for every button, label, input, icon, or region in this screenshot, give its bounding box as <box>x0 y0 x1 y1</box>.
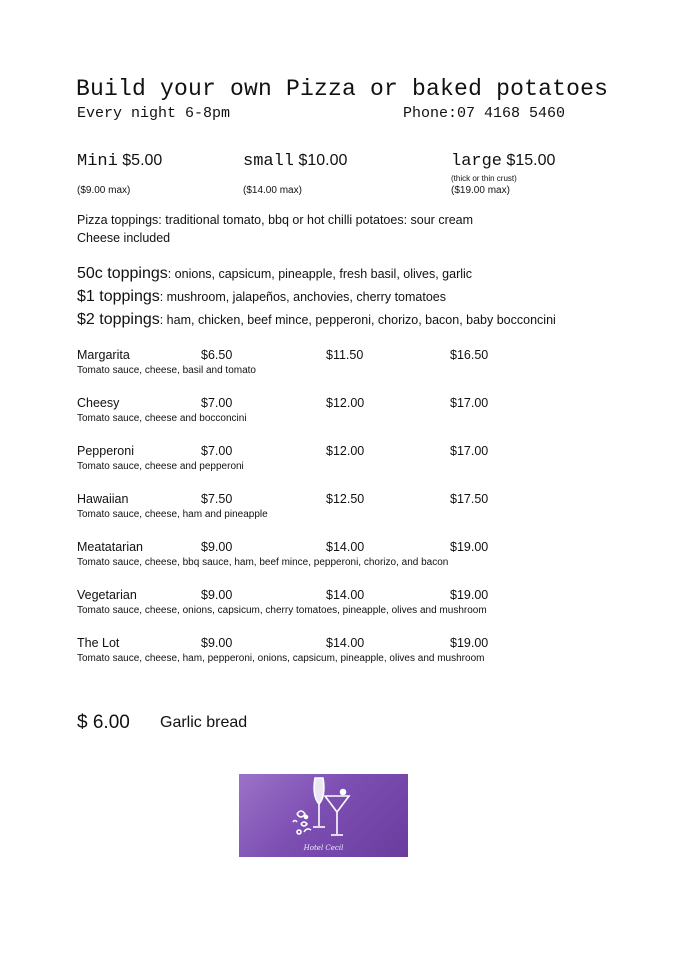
size-small <box>243 152 347 171</box>
menu-item-name: Meatatarian <box>77 540 144 554</box>
topping-tier-label: 50c toppings <box>77 265 168 282</box>
menu-item-name: Cheesy <box>77 396 120 410</box>
hotel-logo <box>239 774 408 857</box>
topping-line <box>77 265 472 283</box>
menu-item-name: Hawaiian <box>77 492 129 506</box>
menu-item-price-large: $19.00 <box>450 588 489 602</box>
menu-item-price-small: $14.00 <box>326 540 365 554</box>
size-large-name: large <box>451 152 503 171</box>
menu-item-price-mini: $7.00 <box>201 444 233 458</box>
size-mini-name: Mini <box>77 152 118 171</box>
garlic-bread-price: $ 6.00 <box>77 712 130 733</box>
menu-item-price-large: $17.50 <box>450 492 489 506</box>
size-small-price: $10.00 <box>298 152 348 169</box>
menu-item-price-small: $14.00 <box>326 588 365 602</box>
menu-item-price-small: $14.00 <box>326 636 365 650</box>
schedule-text: Every night 6-8pm <box>77 105 231 122</box>
menu-item-price-small: $12.00 <box>326 396 365 410</box>
menu-item-price-small: $12.50 <box>326 492 365 506</box>
size-large-max: ($19.00 max) <box>451 185 510 196</box>
size-large <box>451 152 555 171</box>
size-mini <box>77 152 162 171</box>
menu-item-price-mini: $7.50 <box>201 492 233 506</box>
menu-item-name: Margarita <box>77 348 130 362</box>
page-title: Build your own Pizza or baked potatoes <box>76 76 609 102</box>
menu-item-desc: Tomato sauce, cheese and bocconcini <box>77 413 247 424</box>
menu-item-desc: Tomato sauce, cheese, ham and pineapple <box>77 509 268 520</box>
menu-item-price-large: $16.50 <box>450 348 489 362</box>
menu-item-desc: Tomato sauce, cheese, onions, capsicum, cherry tomatoes, pineapple, olives and mushroom <box>77 605 487 616</box>
topping-line <box>77 311 556 329</box>
menu-item-desc: Tomato sauce, cheese, bbq sauce, ham, beef mince, pepperoni, chorizo, and bacon <box>77 557 449 568</box>
menu-item-name: The Lot <box>77 636 120 650</box>
topping-line <box>77 288 446 306</box>
garlic-bread-label: Garlic bread <box>160 714 248 731</box>
menu-item-price-large: $19.00 <box>450 540 489 554</box>
menu-item-name: Pepperoni <box>77 444 134 458</box>
menu-item-price-large: $17.00 <box>450 396 489 410</box>
base-info-line2: Cheese included <box>77 231 171 245</box>
crust-note: (thick or thin crust) <box>451 174 517 183</box>
logo-text: Hotel Cecil <box>303 844 344 852</box>
size-mini-price: $5.00 <box>122 152 163 169</box>
topping-tier-items: : ham, chicken, beef mince, pepperoni, chorizo, bacon, baby bocconcini <box>159 313 556 327</box>
menu-item-price-mini: $9.00 <box>201 540 233 554</box>
topping-tier-items: : mushroom, jalapeños, anchovies, cherry tomatoes <box>159 290 446 304</box>
menu-item-name: Vegetarian <box>77 588 137 602</box>
menu-item-price-small: $11.50 <box>326 348 364 362</box>
menu-item-desc: Tomato sauce, cheese, basil and tomato <box>77 365 256 376</box>
topping-tier-label: $1 toppings <box>77 288 160 305</box>
menu-item-price-mini: $6.50 <box>201 348 233 362</box>
menu-item-price-large: $19.00 <box>450 636 489 650</box>
phone-text: Phone:07 4168 5460 <box>403 105 566 122</box>
size-large-price: $15.00 <box>506 152 556 169</box>
menu-item-desc: Tomato sauce, cheese and pepperoni <box>77 461 244 472</box>
menu-item-desc: Tomato sauce, cheese, ham, pepperoni, onions, capsicum, pineapple, olives and mushroom <box>77 653 485 664</box>
size-small-max: ($14.00 max) <box>243 185 302 196</box>
menu-item-price-small: $12.00 <box>326 444 365 458</box>
size-mini-max: ($9.00 max) <box>77 185 131 196</box>
base-info-line1: Pizza toppings: traditional tomato, bbq or hot chilli potatoes: sour cream <box>77 213 474 227</box>
menu-item-price-mini: $7.00 <box>201 396 233 410</box>
menu-item-price-mini: $9.00 <box>201 636 233 650</box>
topping-tier-items: : onions, capsicum, pineapple, fresh basil, olives, garlic <box>167 267 473 281</box>
size-small-name: small <box>243 152 295 171</box>
menu-item-price-large: $17.00 <box>450 444 489 458</box>
menu-item-price-mini: $9.00 <box>201 588 233 602</box>
topping-tier-label: $2 toppings <box>77 311 160 328</box>
